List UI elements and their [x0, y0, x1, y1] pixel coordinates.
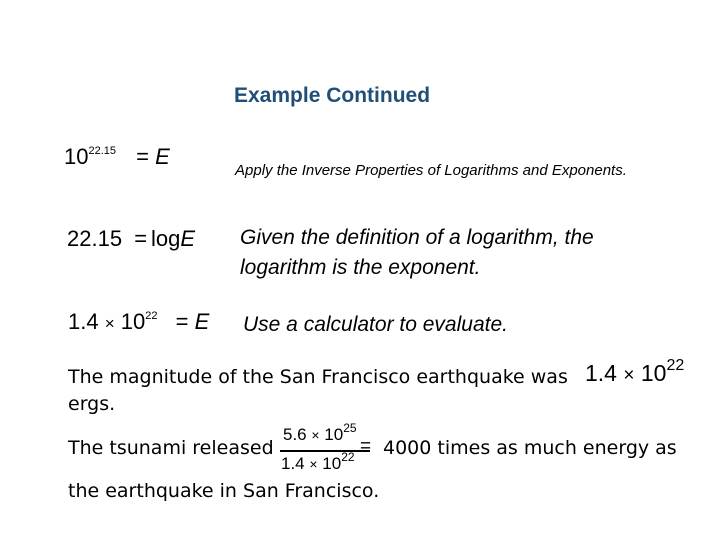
eq1-rhs: E	[155, 144, 170, 169]
fraction-equals: =	[360, 436, 372, 457]
eq1-base: 10	[64, 144, 89, 169]
eq3-exponent: 22	[145, 309, 158, 322]
eq2-func: log	[151, 226, 181, 251]
den-times: ×	[309, 456, 318, 472]
eq1-exponent: 22.15	[88, 144, 117, 157]
eq2-arg: E	[180, 226, 196, 251]
note-step-3: Use a calculator to evaluate.	[243, 313, 508, 336]
fraction-numerator	[283, 421, 357, 445]
den-coef: 1.4	[281, 454, 305, 473]
note-step-1: Apply the Inverse Properties of Logarithms and Exponents.	[235, 162, 627, 179]
eq3-equals: =	[175, 309, 189, 334]
equation-step-1	[64, 144, 170, 170]
slide-title: Example Continued	[234, 84, 431, 107]
eq3-times: ×	[104, 314, 115, 333]
eq3-coef: 1.4	[68, 309, 99, 334]
den-base: 10	[322, 454, 342, 473]
magnitude-base: 10	[640, 360, 667, 386]
eq1-equals: =	[136, 144, 149, 169]
magnitude-exponent: 22	[666, 357, 685, 375]
conclusion-line-3: the earthquake in San Francisco.	[68, 480, 380, 502]
conclusion-line-1: The magnitude of the San Francisco earthquake was	[68, 366, 568, 388]
magnitude-value	[585, 357, 685, 387]
magnitude-unit: ergs.	[68, 393, 116, 415]
fraction-bar	[280, 450, 370, 452]
eq2-equals: =	[134, 226, 148, 251]
tsunami-prefix: The tsunami released	[68, 437, 274, 459]
num-coef: 5.6	[283, 425, 307, 444]
eq3-rhs: E	[194, 309, 210, 334]
magnitude-coef: 1.4	[585, 360, 617, 386]
num-exponent: 25	[343, 421, 357, 436]
num-base: 10	[324, 425, 344, 444]
equation-step-3	[68, 309, 209, 335]
den-exponent: 22	[341, 450, 355, 465]
note-step-2: Given the definition of a logarithm, the logarithm is the exponent.	[240, 226, 594, 279]
magnitude-times: ×	[623, 365, 635, 386]
eq2-lhs: 22.15	[67, 226, 123, 251]
fraction-denominator	[281, 450, 355, 474]
tsunami-suffix: 4000 times as much energy as	[383, 437, 677, 459]
num-times: ×	[311, 427, 320, 443]
equation-step-2	[67, 226, 195, 252]
eq3-base: 10	[120, 309, 146, 334]
